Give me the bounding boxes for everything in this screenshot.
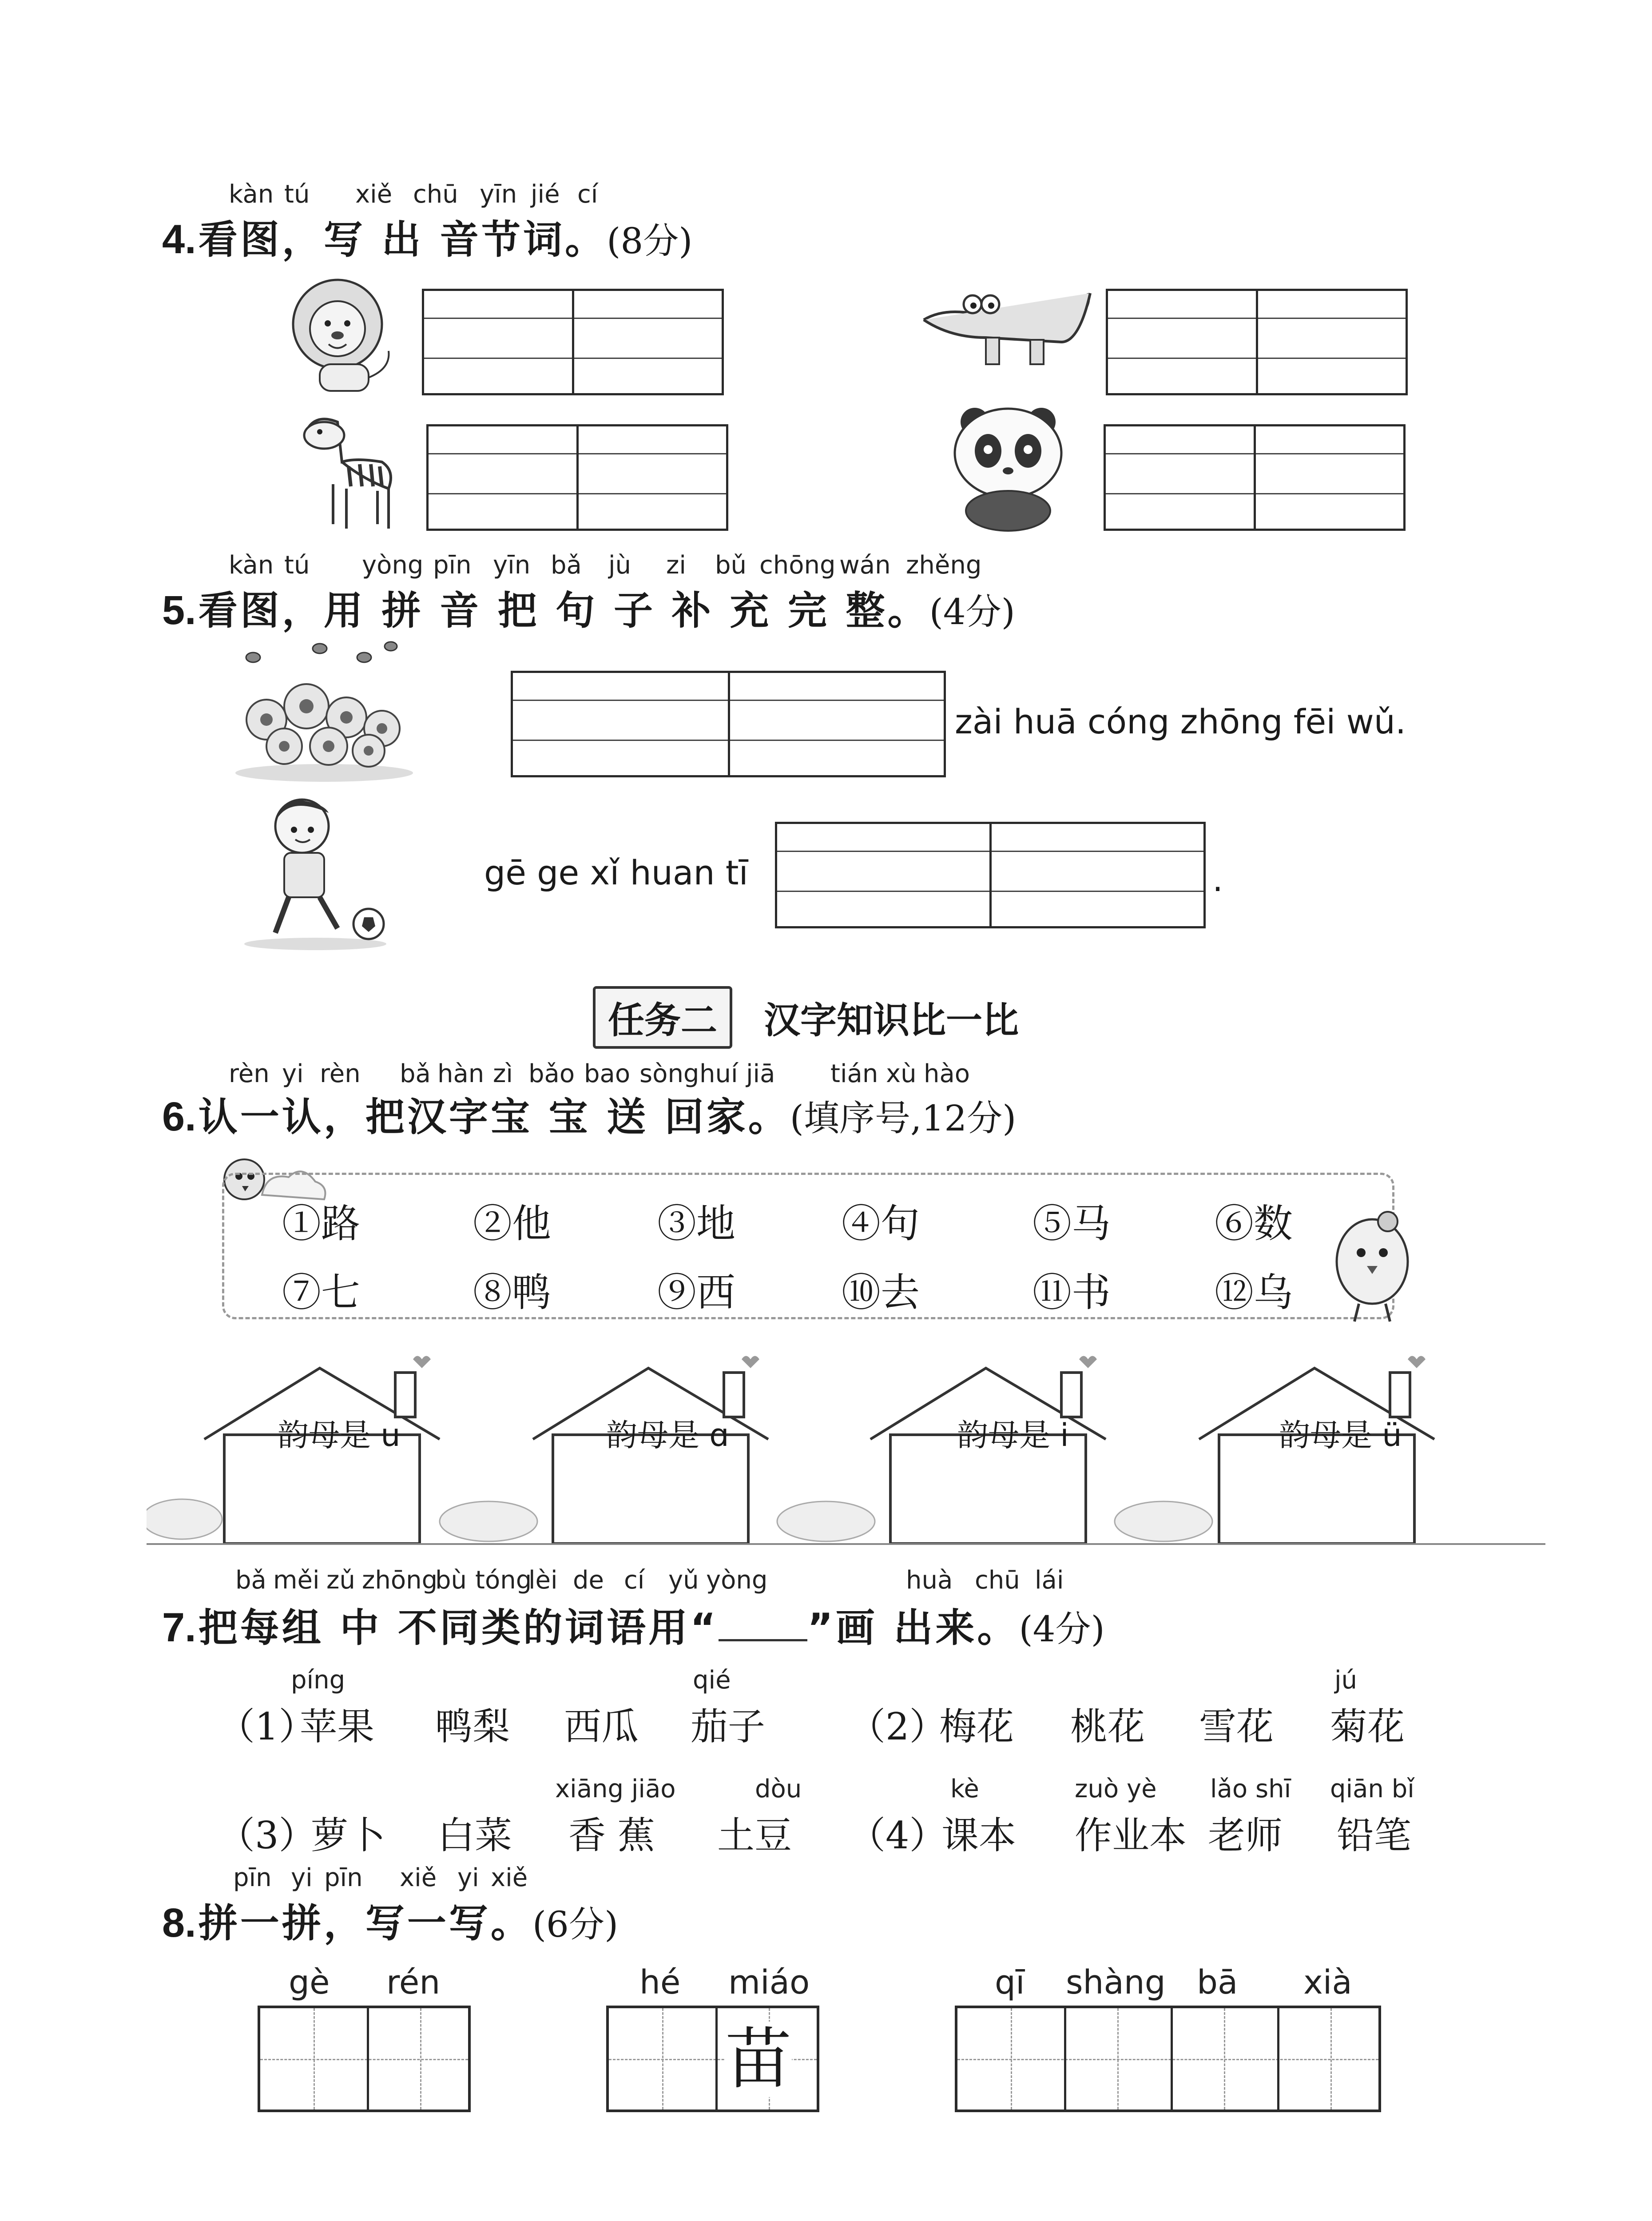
char-item[interactable]: ⑤马	[1032, 1201, 1111, 1246]
char-item[interactable]: ⑫乌	[1215, 1270, 1293, 1315]
word-group-1: （1） 苹果 鸭梨 西瓜 茄子	[218, 1697, 316, 1751]
given-char: 苗	[725, 2021, 792, 2098]
q5-sentence-2-prefix: gē ge xǐ huan tī	[484, 853, 748, 892]
word-item[interactable]: 梅花	[939, 1705, 1014, 1748]
house-label-a: 韵母是 ɑ	[606, 1417, 729, 1453]
panda-icon	[941, 400, 1075, 533]
q5-sentence-2-period: .	[1212, 860, 1223, 899]
underline-sample	[719, 1639, 807, 1641]
char-item[interactable]: ⑨西	[657, 1270, 736, 1315]
tian-grid-hemiao[interactable]	[606, 2006, 819, 2112]
char-item[interactable]: ①路	[282, 1201, 361, 1246]
word-item[interactable]: 课本	[941, 1814, 1017, 1857]
char-item[interactable]: ⑦七	[282, 1270, 361, 1315]
boy-football-icon	[240, 795, 391, 951]
char-item[interactable]: ⑥数	[1215, 1201, 1293, 1246]
q4-answer-grid-crocodile[interactable]	[1106, 289, 1408, 395]
flowers-bees-icon	[231, 640, 417, 782]
word-item[interactable]: 白菜	[437, 1814, 512, 1857]
word-item[interactable]: 老师	[1208, 1814, 1283, 1857]
q4-answer-grid-panda[interactable]	[1104, 424, 1406, 531]
word-item[interactable]: 鸭梨	[435, 1705, 510, 1748]
q5-heading: 5. 看图，用 拼 音 把 句 子 补 充 完 整。(4分)	[162, 588, 1015, 633]
tian-grid-qishangbaxia[interactable]	[955, 2006, 1381, 2112]
char-item[interactable]: ④句	[842, 1201, 920, 1246]
word-item[interactable]: 香 蕉	[568, 1814, 655, 1857]
word-item[interactable]: 菊花	[1330, 1705, 1405, 1748]
word-item[interactable]: 苹果	[300, 1705, 375, 1748]
house-label-u: 韵母是 u	[278, 1417, 401, 1453]
q4-heading: 4. 看图，写 出 音节词。(8分)	[162, 217, 693, 263]
char-item[interactable]: ⑩去	[842, 1270, 920, 1315]
char-item[interactable]: ③地	[657, 1201, 736, 1246]
crocodile-icon	[919, 275, 1097, 382]
word-group-4: （4） 课本 作业本 老师 铅笔	[848, 1806, 946, 1859]
word-group-3: （3） 萝卜 白菜 香 蕉 土豆	[218, 1806, 316, 1859]
house-label-i: 韵母是 i	[957, 1417, 1069, 1453]
char-item[interactable]: ⑧鸭	[473, 1270, 552, 1315]
section-tag: 任务二	[593, 986, 732, 1049]
word-item[interactable]: 萝卜	[311, 1814, 386, 1857]
chick-icon	[1328, 1195, 1417, 1328]
q4-answer-grid-lion[interactable]	[422, 289, 724, 395]
q7-heading: 7. 把每组 中 不同类的词语用“ ”画 出来。(4分)	[162, 1605, 1105, 1651]
word-item[interactable]: 西瓜	[564, 1705, 639, 1748]
lion-icon	[284, 275, 400, 395]
char-item[interactable]: ②他	[473, 1201, 552, 1246]
q8-heading: 8. 拼一拼，写一写。(6分)	[162, 1900, 619, 1946]
q5-sentence-1: zài huā cóng zhōng fēi wǔ.	[955, 702, 1406, 741]
word-group-2: （2） 梅花 桃花 雪花 菊花	[848, 1697, 946, 1751]
q5-answer-grid-1[interactable]	[511, 671, 946, 777]
word-item[interactable]: 茄子	[691, 1705, 766, 1748]
char-card	[222, 1173, 1394, 1319]
char-item[interactable]: ⑪书	[1032, 1270, 1111, 1315]
q4-answer-grid-zebra[interactable]	[426, 424, 728, 531]
tian-grid-geren[interactable]	[258, 2006, 471, 2112]
word-item[interactable]: 作业本	[1075, 1814, 1187, 1857]
word-item[interactable]: 土豆	[717, 1814, 792, 1857]
q5-answer-grid-2[interactable]	[775, 822, 1206, 928]
q6-heading: 6. 认一认，把汉字宝 宝 送 回家。(填序号,12分)	[162, 1094, 1017, 1140]
word-item[interactable]: 铅笔	[1337, 1814, 1412, 1857]
word-item[interactable]: 雪花	[1199, 1705, 1274, 1748]
section-title: 汉字知识比一比	[764, 999, 1019, 1042]
word-item[interactable]: 桃花	[1070, 1705, 1145, 1748]
house-label-v: 韵母是 ü	[1279, 1417, 1402, 1453]
zebra-icon	[289, 404, 404, 533]
